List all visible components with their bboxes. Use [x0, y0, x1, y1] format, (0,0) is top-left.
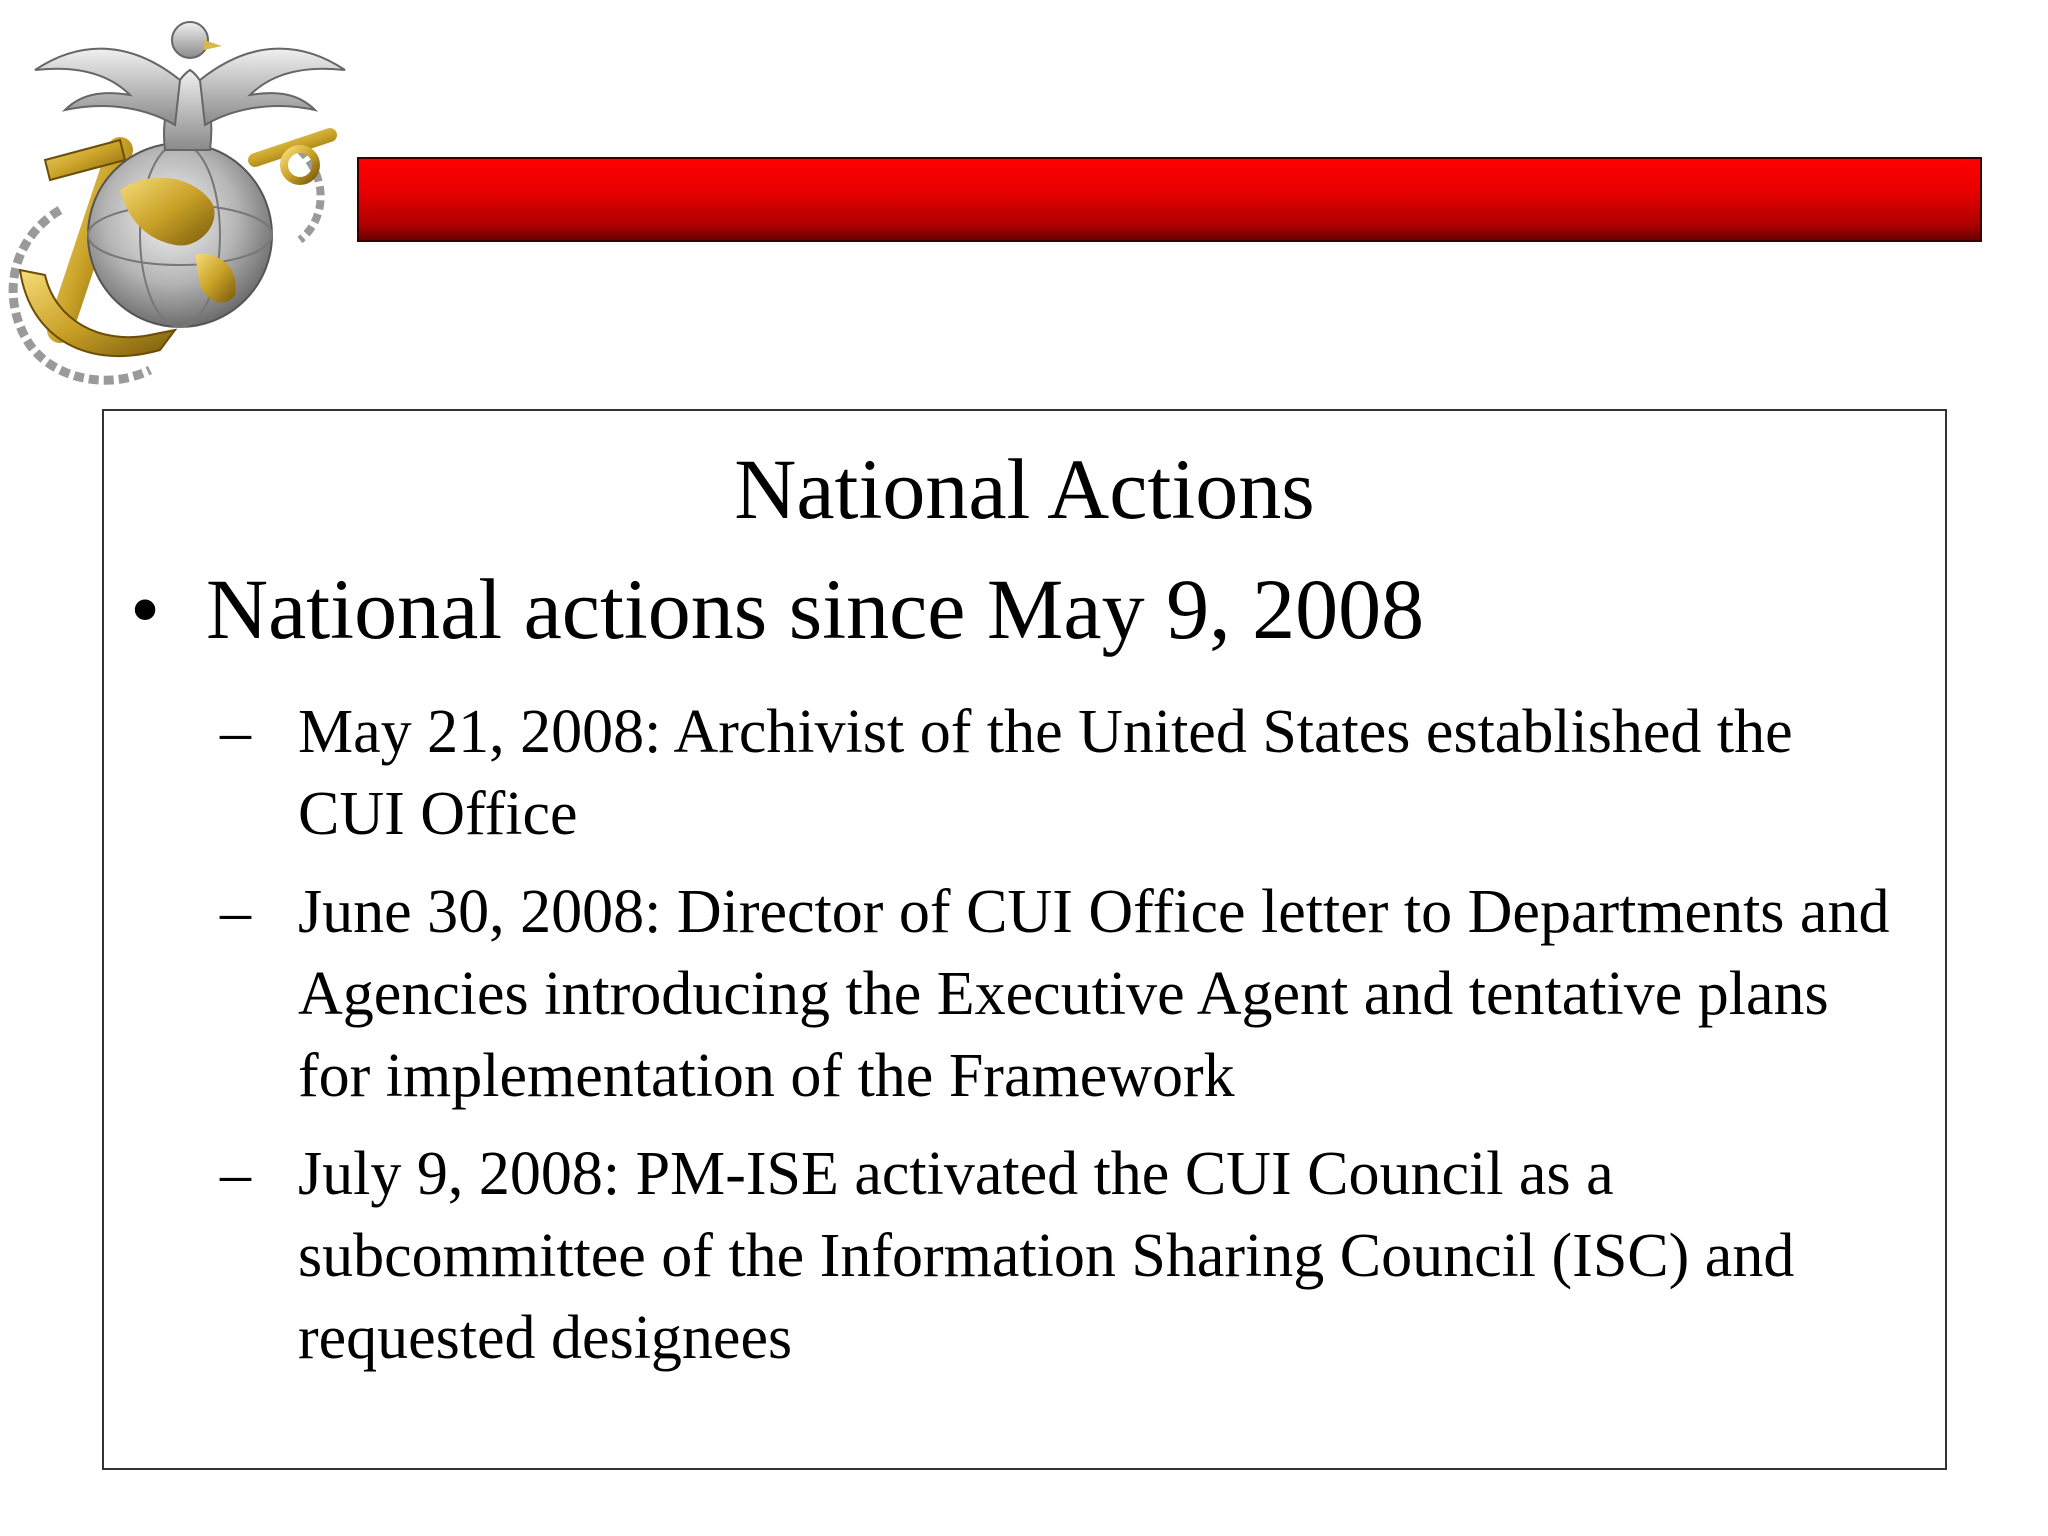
list-item — [214, 1133, 1914, 1379]
sub-bullet-text: May 21, 2008: Archivist of the United States established the CUI Office — [298, 698, 1793, 848]
sub-bullet-marker: – — [220, 1140, 251, 1208]
eagle-globe-anchor-emblem-icon — [0, 0, 355, 395]
sub-bullet-marker: – — [220, 878, 251, 946]
slide-title: National Actions — [734, 441, 1315, 537]
list-item — [214, 691, 1914, 855]
list-item — [214, 871, 1914, 1117]
main-bullet — [124, 559, 1914, 659]
content-box — [102, 409, 1947, 1470]
main-bullet-text: National actions since May 9, 2008 — [206, 561, 1425, 657]
sub-bullet-marker: – — [220, 698, 251, 766]
sub-bullet-text: June 30, 2008: Director of CUI Office letter to Departments and Agencies introducing the Executive Agent and tentative plans for implementation of the Framework — [298, 878, 1890, 1110]
header-bar — [357, 157, 1982, 242]
sub-bullet-list — [214, 691, 1914, 1395]
bullet-marker: • — [130, 561, 161, 657]
sub-bullet-text: July 9, 2008: PM-ISE activated the CUI Council as a subcommittee of the Information Sharing Council (ISC) and requested designees — [298, 1140, 1795, 1372]
